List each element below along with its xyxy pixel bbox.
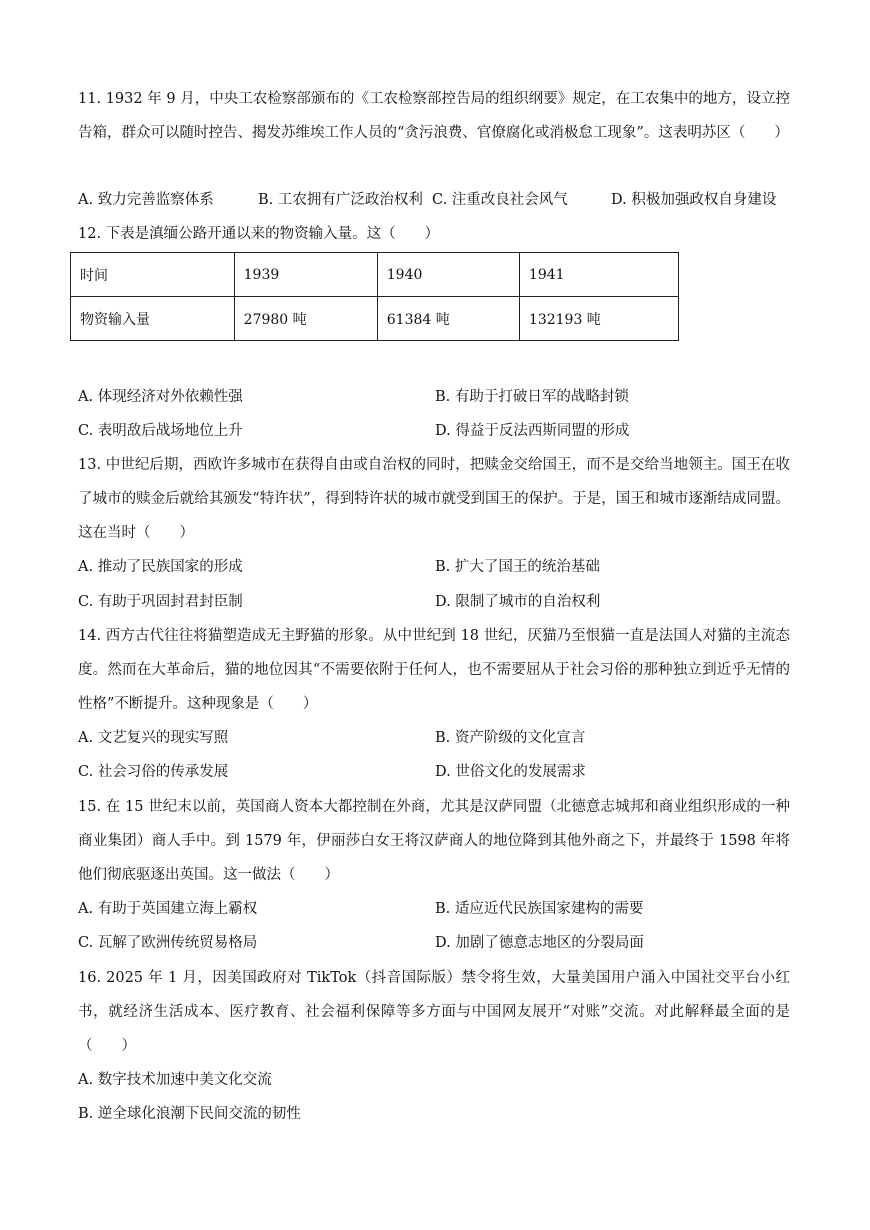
supply-table bbox=[70, 252, 679, 341]
table-cell: 1939 bbox=[234, 253, 377, 297]
table-cell: 61384 吨 bbox=[377, 297, 519, 341]
question-12-option-a[interactable]: A. 体现经济对外依赖性强 bbox=[78, 389, 243, 405]
table-row bbox=[71, 253, 679, 297]
table-cell: 27980 吨 bbox=[234, 297, 377, 341]
question-12-option-c[interactable]: C. 表明敌后战场地位上升 bbox=[78, 423, 243, 439]
question-12-stem: 12. 下表是滇缅公路开通以来的物资输入量。这（ ） bbox=[78, 226, 440, 242]
table-cell: 1940 bbox=[377, 253, 519, 297]
table-cell: 1941 bbox=[519, 253, 678, 297]
question-15-option-c[interactable]: C. 瓦解了欧洲传统贸易格局 bbox=[78, 935, 258, 951]
question-13-stem: 13. 中世纪后期，西欧许多城市在获得自由或自治权的同时，把赎金交给国王，而不是交给当地领主。国王在收了城市的赎金后就给其颁发“特许状”，得到特许状的城市就受到国王的保护。于是，国王和城市逐渐结成同盟。这在当时（ ） bbox=[78, 457, 790, 541]
question-11-option-b[interactable]: B. 工农拥有广泛政治权利 bbox=[258, 192, 423, 208]
question-11-option-a[interactable]: A. 致力完善监察体系 bbox=[78, 192, 214, 208]
question-16-option-b[interactable]: B. 逆全球化浪潮下民间交流的韧性 bbox=[78, 1106, 301, 1122]
question-14-stem: 14. 西方古代往往将猫塑造成无主野猫的形象。从中世纪到 18 世纪，厌猫乃至恨猫一直是法国人对猫的主流态度。然而在大革命后，猫的地位因其“不需要依附于任何人，也不需要屈从于社会习俗的那种独立到近乎无情的性格”不断提升。这种现象是（ ） bbox=[78, 628, 790, 712]
question-14-option-b[interactable]: B. 资产阶级的文化宣言 bbox=[435, 730, 586, 746]
question-14-option-a[interactable]: A. 文艺复兴的现实写照 bbox=[78, 730, 229, 746]
question-13-option-b[interactable]: B. 扩大了国王的统治基础 bbox=[435, 559, 600, 575]
question-15-option-a[interactable]: A. 有助于英国建立海上霸权 bbox=[78, 901, 258, 917]
question-12-option-b[interactable]: B. 有助于打破日军的战略封锁 bbox=[435, 389, 629, 405]
table-cell: 132193 吨 bbox=[519, 297, 678, 341]
table-cell: 物资输入量 bbox=[71, 297, 235, 341]
question-15-option-b[interactable]: B. 适应近代民族国家建构的需要 bbox=[435, 901, 644, 917]
question-11-option-c[interactable]: C. 注重改良社会风气 bbox=[432, 192, 568, 208]
question-13-option-d[interactable]: D. 限制了城市的自治权利 bbox=[435, 594, 601, 610]
question-14-option-c[interactable]: C. 社会习俗的传承发展 bbox=[78, 764, 229, 780]
question-14-option-d[interactable]: D. 世俗文化的发展需求 bbox=[435, 764, 586, 780]
question-16-stem: 16. 2025 年 1 月，因美国政府对 TikTok（抖音国际版）禁令将生效，大量美国用户涌入中国社交平台小红书，就经济生活成本、医疗教育、社会福利保障等多方面与中国网友展开“对账”交流。对此解释最全面的是（ ） bbox=[78, 970, 790, 1054]
question-11-option-d[interactable]: D. 积极加强政权自身建设 bbox=[611, 192, 777, 208]
question-13-option-c[interactable]: C. 有助于巩固封君封臣制 bbox=[78, 594, 243, 610]
question-12-option-d[interactable]: D. 得益于反法西斯同盟的形成 bbox=[435, 423, 630, 439]
question-11-stem: 11. 1932 年 9 月，中央工农检察部颁布的《工农检察部控告局的组织纲要》规定，在工农集中的地方，设立控告箱，群众可以随时控告、揭发苏维埃工作人员的“贪污浪费、官僚腐化或消极怠工现象”。这表明苏区（ ） bbox=[78, 91, 790, 141]
question-16-option-a[interactable]: A. 数字技术加速中美文化交流 bbox=[78, 1072, 272, 1088]
table-row bbox=[71, 297, 679, 341]
question-15-stem: 15. 在 15 世纪末以前，英国商人资本大都控制在外商，尤其是汉萨同盟（北德意志城邦和商业组织形成的一种商业集团）商人手中。到 1579 年，伊丽莎白女王将汉萨商人的地位降到其他外商之下，并最终于 1598 年将他们彻底驱逐出英国。这一做法（ ） bbox=[78, 799, 790, 883]
question-13-option-a[interactable]: A. 推动了民族国家的形成 bbox=[78, 559, 243, 575]
table-cell: 时间 bbox=[71, 253, 235, 297]
question-15-option-d[interactable]: D. 加剧了德意志地区的分裂局面 bbox=[435, 935, 644, 951]
